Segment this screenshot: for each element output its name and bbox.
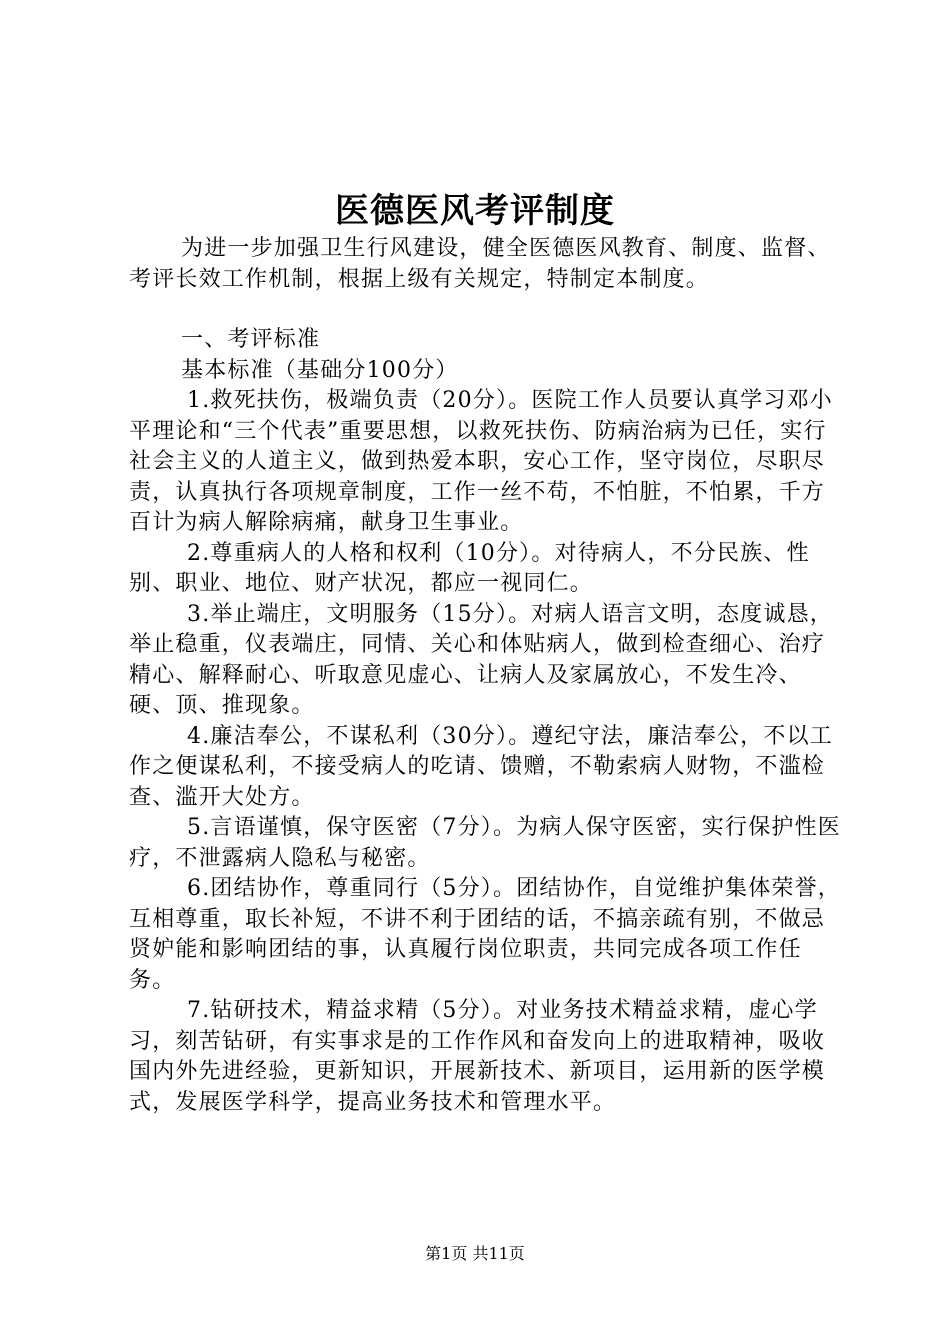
document-body [129, 234, 841, 1118]
page-footer: 第1页 共11页 [425, 1244, 525, 1263]
standard-item: 4.廉洁奉公，不谋私利（30分）。遵纪守法，廉洁奉公，不以工作之便谋私利，不接受病人的吃请、馈赠，不勒索病人财物，不滥检查、滥开大处方。 [129, 723, 833, 810]
intro-paragraph: 为进一步加强卫生行风建设，健全医德医风教育、制度、监督、考评长效工作机制，根据上级有关规定，特制定本制度。 [129, 236, 831, 292]
standard-item: 5.言语谨慎，保守医密（7分）。为病人保守医密，实行保护性医疗，不泄露病人隐私与秘密。 [129, 815, 841, 871]
document-title: 医德医风考评制度 [335, 191, 615, 231]
basic-standard-line: 基本标准（基础分100分） [181, 357, 459, 383]
standard-item: 3.举止端庄，文明服务（15分）。对病人语言文明，态度诚恳，举止稳重，仪表端庄，同情、关心和体贴病人，做到检查细心、治疗精心、解释耐心、听取意见虚心、让病人及家属放心，不发生冷、硬、顶、推现象。 [129, 601, 833, 718]
section-heading: 一、考评标准 [181, 327, 321, 352]
standard-item: 1.救死扶伤，极端负责（20分）。医院工作人员要认真学习邓小平理论和“三个代表”重要思想，以救死扶伤、防病治病为已任，实行社会主义的人道主义，做到热爱本职，安心工作，坚守岗位，尽职尽责，认真执行各项规章制度，工作一丝不苟，不怕脏，不怕累，千方百计为病人解除病痛，献身卫生事业。 [129, 388, 833, 535]
standard-item: 2.尊重病人的人格和权利（10分）。对待病人，不分民族、性别、职业、地位、财产状况，都应一视同仁。 [129, 540, 810, 596]
standard-item: 6.团结协作，尊重同行（5分）。团结协作，自觉维护集体荣誉，互相尊重，取长补短，不讲不利于团结的话，不搞亲疏有别，不做忌贤妒能和影响团结的事，认真履行岗位职责，共同完成各项工作任务。 [129, 876, 841, 993]
standard-item: 7.钻研技术，精益求精（5分）。对业务技术精益求精，虚心学习，刻苦钻研，有实事求是的工作作风和奋发向上的进取精神，吸收国内外先进经验，更新知识，开展新技术、新项目，运用新的医学模式，发展医学科学，提高业务技术和管理水平。 [129, 998, 826, 1115]
